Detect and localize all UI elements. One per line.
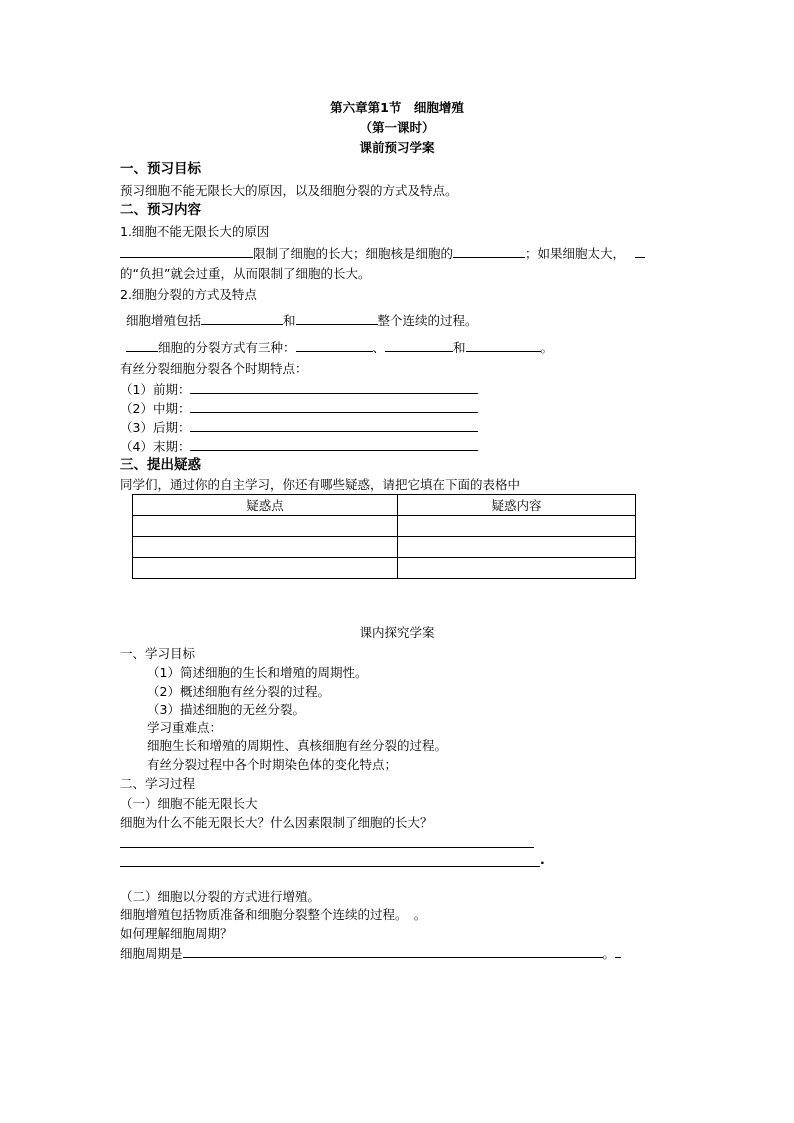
cell-cycle-blank[interactable] (183, 944, 603, 958)
phase-prophase (120, 380, 478, 398)
phase-label: （1）前期： (120, 382, 191, 397)
answer-end-period: . (540, 852, 545, 867)
q2-and: 和 (283, 313, 296, 328)
blank-6[interactable] (126, 338, 158, 352)
q2-text-a: 细胞增殖包括 (126, 313, 202, 328)
q3-text-a: 细胞的分裂方式有三种： (158, 340, 296, 355)
blank-4[interactable] (201, 311, 283, 325)
q1-text-b: ；如果细胞太大， (525, 246, 626, 261)
heading-preview-content: 二、预习内容 (120, 202, 201, 218)
page-title: 第六章第1节 细胞增殖 (330, 100, 464, 115)
mitosis-phases-intro: 有丝分裂细胞分裂各个时期特点： (120, 361, 308, 376)
page-subtitle: （第一课时） (359, 120, 435, 135)
table-row (133, 516, 636, 537)
table-cell[interactable] (398, 558, 636, 579)
table-cell[interactable] (133, 558, 398, 579)
section-title-prestudy: 课前预习学案 (359, 140, 435, 155)
key-point-2: 有丝分裂过程中各个时期染色体的变化特点； (147, 757, 398, 772)
question-1-line-2: 的“负担”就会过重，从而限制了细胞的长大。 (120, 266, 371, 281)
doubts-intro: 同学们，通过你的自主学习，你还有哪些疑惑，请把它填在下面的表格中 (120, 477, 521, 492)
answer-line[interactable] (120, 866, 540, 867)
doubts-table (132, 494, 636, 579)
q3-sep: 、 (372, 340, 386, 355)
q1-text-a: 限制了细胞的长大；细胞核是细胞的 (253, 246, 454, 261)
preview-goal-text: 预习细胞不能无限长大的原因，以及细胞分裂的方式及特点。 (120, 183, 458, 198)
blank-5[interactable] (296, 311, 378, 325)
key-point-1: 细胞生长和增殖的周期性、真核细胞有丝分裂的过程。 (147, 738, 448, 753)
cell-cycle-line (120, 944, 621, 962)
cell-cycle-end: 。 (602, 946, 616, 961)
phase-blank[interactable] (190, 418, 478, 432)
phase-label: （2）中期： (120, 401, 191, 416)
phase-telophase (120, 437, 478, 455)
question-2-line (126, 311, 478, 329)
key-points-label: 学习重难点： (147, 720, 223, 735)
table-cell[interactable] (398, 537, 636, 558)
learning-goal-item: （3）描述细胞的无丝分裂。 (147, 702, 305, 717)
blank-2[interactable] (453, 244, 525, 258)
table-row (133, 537, 636, 558)
phase-metaphase (120, 399, 478, 417)
section-title-inclass: 课内探究学案 (359, 625, 435, 640)
heading-learning-goals: 一、学习目标 (120, 646, 196, 661)
answer-line[interactable] (120, 847, 534, 848)
blank-1[interactable] (120, 244, 253, 258)
cell-cycle-tail (615, 944, 621, 958)
blank-7[interactable] (296, 338, 373, 352)
blank-3[interactable] (635, 244, 645, 258)
learning-goal-item: （2）概述细胞有丝分裂的过程。 (147, 684, 330, 699)
table-header-doubt-content: 疑惑内容 (398, 495, 636, 516)
table-header-row (133, 495, 636, 516)
q3-and: 和 (453, 340, 466, 355)
phase-anaphase (120, 418, 478, 436)
subsection-1-question: 细胞为什么不能无限长大？什么因素限制了细胞的长大？ (120, 815, 433, 830)
heading-raise-doubts: 三、提出疑惑 (120, 457, 201, 473)
phase-label: （3）后期： (120, 420, 191, 435)
phase-blank[interactable] (190, 380, 478, 394)
subsection-2-title: （二）细胞以分裂的方式进行增殖。 (120, 889, 321, 904)
table-row (133, 558, 636, 579)
table-header-doubt-point: 疑惑点 (133, 495, 398, 516)
question-1-title: 1.细胞不能无限长大的原因 (120, 224, 270, 239)
q2-text-c: 整个连续的过程。 (377, 313, 478, 328)
q3-end: 。 (540, 340, 554, 355)
blank-8[interactable] (385, 338, 453, 352)
phase-label: （4）末期： (120, 439, 191, 454)
phase-blank[interactable] (190, 437, 478, 451)
subsection-1-title: （一）细胞不能无限长大 (120, 796, 258, 811)
table-cell[interactable] (133, 516, 398, 537)
subsection-2-text: 细胞增殖包括物质准备和细胞分裂整个连续的过程。 。 (120, 907, 427, 922)
heading-preview-goal: 一、预习目标 (120, 161, 201, 177)
table-cell[interactable] (398, 516, 636, 537)
learning-goal-item: （1）简述细胞的生长和增殖的周期性。 (147, 665, 368, 680)
subsection-2-question: 如何理解细胞周期？ (120, 926, 233, 941)
heading-learning-process: 二、学习过程 (120, 776, 196, 791)
cell-cycle-label: 细胞周期是 (120, 946, 183, 961)
question-1-line-1 (120, 244, 645, 262)
phase-blank[interactable] (190, 399, 478, 413)
question-2-title: 2.细胞分裂的方式及特点 (120, 287, 257, 302)
question-3-line (126, 338, 553, 356)
blank-9[interactable] (466, 338, 541, 352)
table-cell[interactable] (133, 537, 398, 558)
